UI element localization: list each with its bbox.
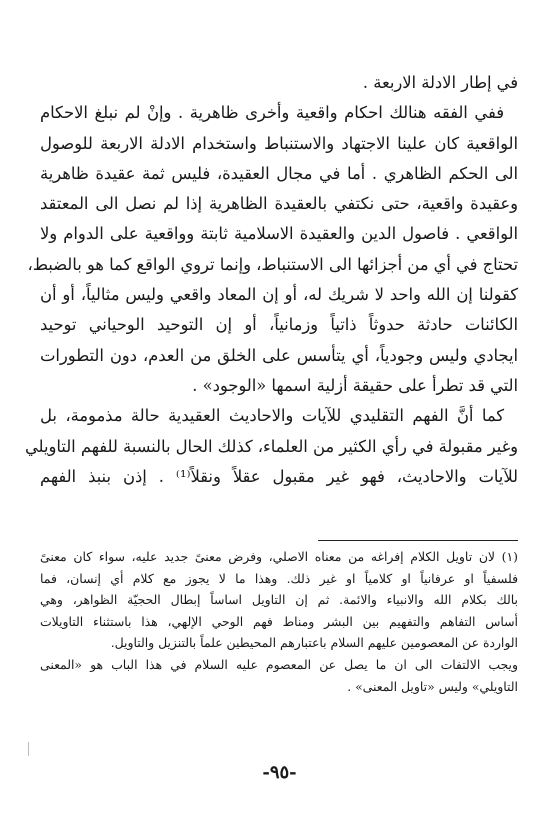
footnotes — [40, 546, 518, 697]
footnote-line: فلسفياً او عرفانياً او كلامياً او غير ذلك. وهذا ما لا يجوز مع كلام أي إنسان، فما — [40, 570, 518, 586]
text-line: الواقعية كان علينا الاجتهاد والاستنباط واستخدام الادلة الاربعة للوصول — [40, 133, 518, 153]
footnote-line: ويجب الالتفات الى ان ما يصل عن المعصوم عليه السلام في هذا الباب هو «المعنى — [40, 656, 518, 672]
text-line: وغير مقبولة في رأي الكثير من العلماء، كذلك الحال بالنسبة للفهم التاويلي — [24, 436, 518, 456]
text-line: في إطار الادلة الاربعة . — [362, 73, 518, 92]
text-line: التي قد تطرأ على حقيقة أزلية اسمها «الوجود» . — [192, 375, 518, 395]
text-line: ففي الفقه هنالك احكام واقعية وأخرى ظاهرية . وإنْ لم نبلغ الاحكام — [40, 103, 504, 123]
text-line: كقولنا إن الله واحد لا شريك له، أو إن المعاد واقعي وليس مثالياً، أو أن — [40, 285, 518, 305]
page-number: -٩٥- — [262, 762, 297, 783]
footnote-line: بالك بكلام الله والانبياء والائمة. ثم إن التاويل اساساً إبطال الحجيّة الظواهر، وهي — [40, 592, 518, 608]
margin-mark — [28, 742, 29, 756]
footnote-divider — [318, 540, 518, 541]
text-line: للآيات والاحاديث، فهو غير مقبول عقلاً ونقلاً⁽¹⁾ . إذن بنبذ الفهم — [40, 466, 518, 486]
footnote-line: الواردة عن المعصومين عليهم السلام باعتبارهم المحيطين علماً بالتنزيل والتاويل. — [110, 635, 518, 651]
text-line: كما أنَّ الفهم التقليدي للآيات والاحاديث العقيدية حالة مذمومة، بل — [40, 406, 504, 426]
footnote-line: التاويلي» وليس «تاويل المعنى» . — [347, 678, 518, 694]
text-line: ايجادي وليس وجودياً، أي يتأسس على الخلق من العدم، دون التطورات — [40, 345, 518, 365]
main-text — [24, 68, 518, 492]
text-line: الكائنات حادثة حدوثاً ذاتياً وزمانياً، أو إن التوحيد الوحياني توحيد — [40, 315, 518, 335]
text-line: الواقعي . فاصول الدين والعقيدة الاسلامية ثابتة وواقعية على الدوام ولا — [40, 224, 518, 244]
text-line: الى الحكم الظاهري . أما في مجال العقيدة، فليس ثمة عقيدة ظاهرية — [40, 163, 518, 183]
footnote-line: (١) لان تاويل الكلام إفراغه من معناه الاصلي، وفرض معنىً جديد عليه، سواء كان معنىً — [40, 549, 518, 564]
text-line: تحتاج في أي من أجزائها الى الاستنباط، وإنما تروي الواقع كما هو بالضبط، — [27, 254, 518, 274]
footnote-line: أساس التفاهم والتفهيم بين البشر ومناط فهم الوحي الإلهي، هذا باستثناء التاويلات — [40, 613, 518, 629]
text-line: وعقيدة واقعية، حتى نكتفي بالعقيدة الظاهرية إذا لم نصل الى المعتقد — [40, 194, 518, 214]
